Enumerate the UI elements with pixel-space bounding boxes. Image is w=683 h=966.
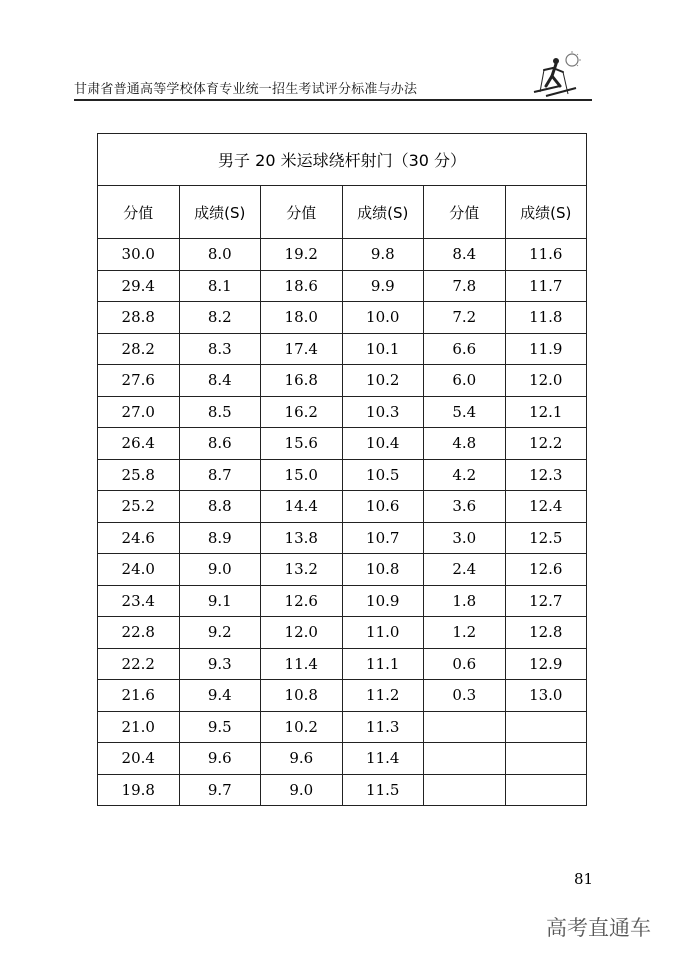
score-cell: 8.4 <box>424 239 506 271</box>
score-cell: 10.2 <box>261 711 343 743</box>
result-cell: 9.9 <box>342 270 424 302</box>
result-cell: 8.3 <box>179 333 261 365</box>
result-cell: 10.0 <box>342 302 424 334</box>
score-cell: 16.2 <box>261 396 343 428</box>
result-cell: 12.6 <box>505 554 587 586</box>
result-cell: 11.4 <box>342 743 424 775</box>
score-cell: 4.8 <box>424 428 506 460</box>
result-cell: 12.0 <box>505 365 587 397</box>
result-cell: 12.4 <box>505 491 587 523</box>
score-cell: 19.2 <box>261 239 343 271</box>
score-cell: 0.3 <box>424 680 506 712</box>
score-cell: 7.2 <box>424 302 506 334</box>
score-cell: 9.0 <box>261 774 343 806</box>
result-cell <box>505 774 587 806</box>
result-cell: 12.9 <box>505 648 587 680</box>
score-cell: 3.6 <box>424 491 506 523</box>
result-cell: 11.6 <box>505 239 587 271</box>
result-cell: 8.7 <box>179 459 261 491</box>
score-cell: 28.2 <box>98 333 180 365</box>
result-cell: 11.1 <box>342 648 424 680</box>
table-body <box>98 239 587 806</box>
result-cell: 10.3 <box>342 396 424 428</box>
score-cell: 5.4 <box>424 396 506 428</box>
result-cell: 9.6 <box>179 743 261 775</box>
result-cell: 11.3 <box>342 711 424 743</box>
table-row <box>98 491 587 523</box>
score-cell: 4.2 <box>424 459 506 491</box>
table-row <box>98 365 587 397</box>
score-cell: 1.8 <box>424 585 506 617</box>
score-cell: 28.8 <box>98 302 180 334</box>
table-row <box>98 711 587 743</box>
score-cell: 27.6 <box>98 365 180 397</box>
header-score: 分值 <box>261 186 343 239</box>
result-cell: 9.7 <box>179 774 261 806</box>
table-row <box>98 680 587 712</box>
score-cell: 21.6 <box>98 680 180 712</box>
score-cell: 20.4 <box>98 743 180 775</box>
header-score: 分值 <box>98 186 180 239</box>
score-cell: 10.8 <box>261 680 343 712</box>
score-cell: 3.0 <box>424 522 506 554</box>
table-row <box>98 270 587 302</box>
score-cell: 9.6 <box>261 743 343 775</box>
result-cell: 12.2 <box>505 428 587 460</box>
result-cell: 9.8 <box>342 239 424 271</box>
result-cell: 11.7 <box>505 270 587 302</box>
result-cell: 12.1 <box>505 396 587 428</box>
table-row <box>98 333 587 365</box>
table-row <box>98 774 587 806</box>
score-cell: 13.8 <box>261 522 343 554</box>
result-cell: 9.1 <box>179 585 261 617</box>
result-cell: 10.5 <box>342 459 424 491</box>
score-cell: 19.8 <box>98 774 180 806</box>
score-cell: 7.8 <box>424 270 506 302</box>
result-cell: 10.4 <box>342 428 424 460</box>
result-cell: 11.2 <box>342 680 424 712</box>
table-row <box>98 554 587 586</box>
result-cell: 13.0 <box>505 680 587 712</box>
header-result: 成绩(S) <box>342 186 424 239</box>
result-cell: 10.8 <box>342 554 424 586</box>
table-row <box>98 522 587 554</box>
table-row <box>98 617 587 649</box>
result-cell: 12.3 <box>505 459 587 491</box>
score-cell: 12.0 <box>261 617 343 649</box>
table-row <box>98 396 587 428</box>
score-cell: 13.2 <box>261 554 343 586</box>
header-result: 成绩(S) <box>505 186 587 239</box>
score-cell: 11.4 <box>261 648 343 680</box>
result-cell: 10.9 <box>342 585 424 617</box>
score-table <box>97 133 587 806</box>
result-cell: 11.0 <box>342 617 424 649</box>
table-row <box>98 302 587 334</box>
score-cell: 6.6 <box>424 333 506 365</box>
score-cell: 2.4 <box>424 554 506 586</box>
score-cell: 26.4 <box>98 428 180 460</box>
result-cell: 12.5 <box>505 522 587 554</box>
result-cell: 10.1 <box>342 333 424 365</box>
result-cell: 9.5 <box>179 711 261 743</box>
score-cell: 23.4 <box>98 585 180 617</box>
result-cell: 11.5 <box>342 774 424 806</box>
header-score: 分值 <box>424 186 506 239</box>
score-cell <box>424 774 506 806</box>
result-cell: 8.2 <box>179 302 261 334</box>
table-title-row <box>98 134 587 186</box>
result-cell <box>505 711 587 743</box>
result-cell: 9.3 <box>179 648 261 680</box>
result-cell: 8.1 <box>179 270 261 302</box>
result-cell: 10.7 <box>342 522 424 554</box>
result-cell: 8.9 <box>179 522 261 554</box>
result-cell: 11.8 <box>505 302 587 334</box>
score-cell: 6.0 <box>424 365 506 397</box>
table-title: 男子 20 米运球绕杆射门（30 分） <box>98 134 587 186</box>
score-cell: 21.0 <box>98 711 180 743</box>
result-cell: 8.6 <box>179 428 261 460</box>
result-cell: 12.8 <box>505 617 587 649</box>
table-row <box>98 585 587 617</box>
score-cell: 29.4 <box>98 270 180 302</box>
score-cell: 15.0 <box>261 459 343 491</box>
table-row <box>98 239 587 271</box>
score-cell: 24.0 <box>98 554 180 586</box>
header-rule <box>74 99 592 101</box>
result-cell <box>505 743 587 775</box>
result-cell: 9.4 <box>179 680 261 712</box>
result-cell: 8.4 <box>179 365 261 397</box>
header-title: 甘肃省普通高等学校体育专业统一招生考试评分标准与办法 <box>74 82 418 97</box>
score-cell: 22.2 <box>98 648 180 680</box>
table-header-row <box>98 186 587 239</box>
header-result: 成绩(S) <box>179 186 261 239</box>
result-cell: 8.5 <box>179 396 261 428</box>
score-cell: 16.8 <box>261 365 343 397</box>
score-cell: 1.2 <box>424 617 506 649</box>
score-cell: 27.0 <box>98 396 180 428</box>
score-cell: 0.6 <box>424 648 506 680</box>
result-cell: 8.8 <box>179 491 261 523</box>
result-cell: 8.0 <box>179 239 261 271</box>
score-cell: 15.6 <box>261 428 343 460</box>
score-cell: 12.6 <box>261 585 343 617</box>
score-cell <box>424 743 506 775</box>
result-cell: 10.6 <box>342 491 424 523</box>
table-row <box>98 459 587 491</box>
watermark: 高考直通车 <box>546 916 651 940</box>
score-cell: 30.0 <box>98 239 180 271</box>
score-cell: 24.6 <box>98 522 180 554</box>
result-cell: 12.7 <box>505 585 587 617</box>
result-cell: 11.9 <box>505 333 587 365</box>
table-row <box>98 428 587 460</box>
table-row <box>98 743 587 775</box>
result-cell: 9.0 <box>179 554 261 586</box>
score-cell: 22.8 <box>98 617 180 649</box>
table-row <box>98 648 587 680</box>
score-cell: 25.2 <box>98 491 180 523</box>
score-cell: 14.4 <box>261 491 343 523</box>
result-cell: 9.2 <box>179 617 261 649</box>
result-cell: 10.2 <box>342 365 424 397</box>
skier-logo-icon <box>520 50 586 100</box>
score-cell: 25.8 <box>98 459 180 491</box>
score-cell: 18.0 <box>261 302 343 334</box>
score-cell: 17.4 <box>261 333 343 365</box>
score-cell: 18.6 <box>261 270 343 302</box>
page-number: 81 <box>574 870 594 888</box>
score-cell <box>424 711 506 743</box>
